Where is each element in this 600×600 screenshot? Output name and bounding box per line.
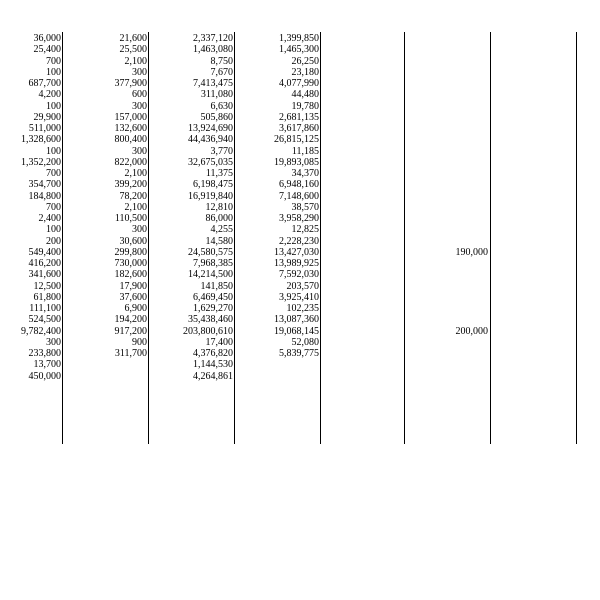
- table-cell: 7,670: [210, 66, 233, 78]
- table-cell: 182,600: [114, 269, 147, 281]
- table-cell: 86,000: [205, 213, 233, 224]
- table-cell: 13,427,030: [274, 246, 319, 258]
- table-cell: 157,000: [114, 111, 147, 123]
- table-cell: 511,000: [28, 123, 61, 134]
- table-cell: 34,370: [291, 168, 319, 179]
- table-cell: 24,580,575: [188, 246, 233, 258]
- table-cell: 341,600: [28, 269, 61, 281]
- table-cell: 4,264,861: [193, 370, 233, 382]
- table-cell: 4,077,990: [279, 78, 319, 89]
- table-row: [0, 236, 600, 247]
- table-body: [0, 33, 600, 382]
- table-cell: 1,465,300: [279, 44, 319, 56]
- table-cell: 78,200: [119, 190, 147, 202]
- table-cell: 184,800: [28, 190, 61, 202]
- table-cell: 6,469,450: [193, 291, 233, 303]
- table-row: [0, 303, 600, 314]
- table-row: [0, 67, 600, 78]
- table-cell: 38,570: [291, 201, 319, 213]
- table-cell: 299,800: [114, 246, 147, 258]
- table-cell: 1,352,200: [21, 156, 61, 168]
- table-row: [0, 359, 600, 370]
- table-row: [0, 191, 600, 202]
- table-cell: 7,413,475: [193, 78, 233, 89]
- table-row: [0, 123, 600, 134]
- table-row: [0, 56, 600, 67]
- table-cell: 36,000: [33, 33, 61, 44]
- table-cell: 3,617,860: [279, 123, 319, 134]
- table-cell: 6,948,160: [279, 179, 319, 191]
- table-cell: 3,770: [210, 145, 233, 157]
- table-row: [0, 314, 600, 325]
- table-cell: 377,900: [114, 78, 147, 89]
- table-cell: 203,800,610: [183, 325, 233, 337]
- table-cell: 4,255: [210, 224, 233, 236]
- table-cell: 730,000: [114, 258, 147, 269]
- table-cell: 549,400: [28, 246, 61, 258]
- table-cell: 12,825: [291, 224, 319, 236]
- table-row: [0, 213, 600, 224]
- table-cell: 2,337,120: [193, 33, 233, 44]
- table-cell: 450,000: [28, 370, 61, 382]
- table-cell: 100: [46, 224, 61, 236]
- table-cell: 5,839,775: [279, 348, 319, 359]
- table-cell: 13,989,925: [274, 258, 319, 269]
- table-cell: 6,630: [210, 100, 233, 112]
- table-row: [0, 157, 600, 168]
- table-cell: 399,200: [114, 179, 147, 191]
- table-cell: 2,100: [124, 201, 147, 213]
- table-row: [0, 224, 600, 235]
- table-cell: 900: [132, 336, 147, 348]
- table-row: [0, 33, 600, 44]
- table-row: [0, 89, 600, 100]
- table-cell: 7,148,600: [279, 190, 319, 202]
- table-cell: 2,681,135: [279, 111, 319, 123]
- table-cell: 700: [46, 201, 61, 213]
- table-row: [0, 326, 600, 337]
- table-cell: 917,200: [114, 325, 147, 337]
- table-cell: 311,700: [114, 348, 147, 359]
- table-row: [0, 146, 600, 157]
- table-row: [0, 348, 600, 359]
- table-row: [0, 337, 600, 348]
- table-cell: 2,100: [124, 55, 147, 67]
- table-cell: 17,400: [205, 336, 233, 348]
- table-cell: 300: [46, 336, 61, 348]
- table-cell: 1,399,850: [279, 33, 319, 44]
- table-cell: 16,919,840: [188, 190, 233, 202]
- table-cell: 13,924,690: [188, 123, 233, 134]
- table-cell: 21,600: [119, 33, 147, 44]
- table-cell: 32,675,035: [188, 156, 233, 168]
- table-cell: 3,958,290: [279, 213, 319, 224]
- table-cell: 13,087,360: [274, 314, 319, 326]
- table-cell: 26,250: [291, 55, 319, 67]
- table-cell: 29,900: [33, 111, 61, 123]
- table-cell: 300: [132, 224, 147, 236]
- table-cell: 505,860: [200, 111, 233, 123]
- table-cell: 26,815,125: [274, 134, 319, 146]
- table-row: [0, 258, 600, 269]
- table-cell: 4,200: [38, 89, 61, 101]
- table-cell: 7,592,030: [279, 269, 319, 281]
- table-cell: 25,400: [33, 44, 61, 56]
- table-cell: 19,780: [291, 100, 319, 112]
- table-cell: 19,068,145: [274, 325, 319, 337]
- table-cell: 30,600: [119, 235, 147, 247]
- table-cell: 13,700: [33, 359, 61, 371]
- table-cell: 17,900: [119, 280, 147, 292]
- table-cell: 2,400: [38, 213, 61, 224]
- table-cell: 800,400: [114, 134, 147, 146]
- table-cell: 23,180: [291, 66, 319, 78]
- table-cell: 203,570: [286, 280, 319, 292]
- table-cell: 354,700: [28, 179, 61, 191]
- table-cell: 141,850: [200, 280, 233, 292]
- table-cell: 200,000: [455, 325, 488, 337]
- table-cell: 3,925,410: [279, 291, 319, 303]
- table-cell: 37,600: [119, 291, 147, 303]
- table-cell: 2,228,230: [279, 235, 319, 247]
- table-cell: 300: [132, 100, 147, 112]
- table-cell: 194,200: [114, 314, 147, 326]
- table-cell: 6,900: [124, 303, 147, 314]
- table-cell: 12,500: [33, 280, 61, 292]
- table-cell: 2,100: [124, 168, 147, 179]
- table-cell: 311,080: [200, 89, 233, 101]
- table-cell: 52,080: [291, 336, 319, 348]
- table-cell: 1,463,080: [193, 44, 233, 56]
- table-row: [0, 168, 600, 179]
- table-cell: 8,750: [210, 55, 233, 67]
- table-row: [0, 292, 600, 303]
- table-cell: 1,328,600: [21, 134, 61, 146]
- table-cell: 100: [46, 100, 61, 112]
- table-cell: 9,782,400: [21, 325, 61, 337]
- table-row: [0, 44, 600, 55]
- table-cell: 7,968,385: [193, 258, 233, 269]
- table-cell: 600: [132, 89, 147, 101]
- table-row: [0, 371, 600, 382]
- table-row: [0, 281, 600, 292]
- table-row: [0, 269, 600, 280]
- table-cell: 416,200: [28, 258, 61, 269]
- table-cell: 132,600: [114, 123, 147, 134]
- table-cell: 233,800: [28, 348, 61, 359]
- table-cell: 822,000: [114, 156, 147, 168]
- table-row: [0, 179, 600, 190]
- table-cell: 4,376,820: [193, 348, 233, 359]
- table-cell: 300: [132, 66, 147, 78]
- table-cell: 61,800: [33, 291, 61, 303]
- table-cell: 12,810: [205, 201, 233, 213]
- table-cell: 19,893,085: [274, 156, 319, 168]
- table-row: [0, 134, 600, 145]
- table-row: [0, 202, 600, 213]
- table-row: [0, 101, 600, 112]
- table-row: [0, 247, 600, 258]
- table-cell: 524,500: [28, 314, 61, 326]
- table-cell: 111,100: [29, 303, 61, 314]
- table-cell: 6,198,475: [193, 179, 233, 191]
- table-cell: 700: [46, 168, 61, 179]
- table-cell: 687,700: [28, 78, 61, 89]
- table-row: [0, 112, 600, 123]
- table-cell: 44,436,940: [188, 134, 233, 146]
- table-cell: 1,144,530: [193, 359, 233, 371]
- table-row: [0, 78, 600, 89]
- table-cell: 100: [46, 145, 61, 157]
- table-cell: 11,185: [291, 145, 319, 157]
- table-cell: 14,580: [205, 235, 233, 247]
- table-cell: 190,000: [455, 246, 488, 258]
- table-cell: 200: [46, 235, 61, 247]
- table-cell: 25,500: [119, 44, 147, 56]
- table-cell: 102,235: [286, 303, 319, 314]
- table-cell: 110,500: [114, 213, 147, 224]
- table-cell: 11,375: [205, 168, 233, 179]
- table-cell: 35,438,460: [188, 314, 233, 326]
- table-cell: 44,480: [291, 89, 319, 101]
- table-cell: 1,629,270: [193, 303, 233, 314]
- table-cell: 300: [132, 145, 147, 157]
- table-cell: 700: [46, 55, 61, 67]
- table-cell: 14,214,500: [188, 269, 233, 281]
- table-cell: 100: [46, 66, 61, 78]
